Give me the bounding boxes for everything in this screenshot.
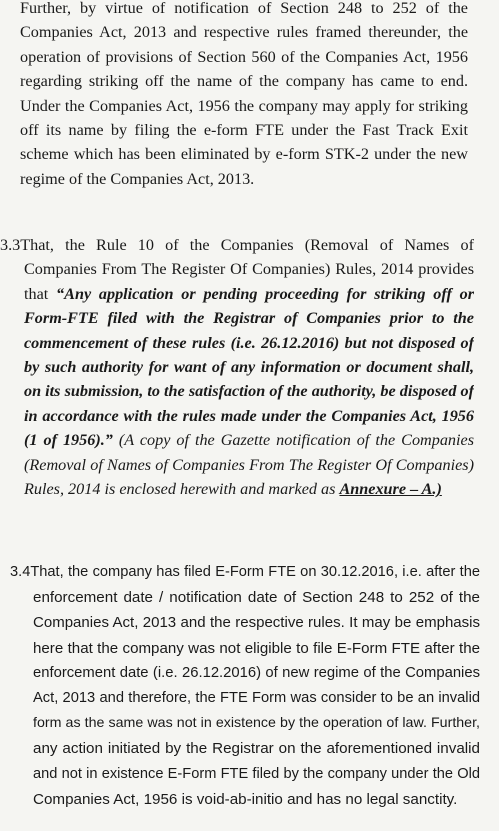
text-line: scheme which has been eliminated by e-form STK-2 under the new: [20, 145, 468, 164]
quoted-rule-line: Form-FTE filed with the Registrar of Companies prior to the: [24, 309, 474, 328]
text-line: [10, 560, 480, 585]
text-line: Companies Act, 2013 and respective rules framed thereunder, the: [20, 23, 468, 42]
text-line: (Removal of Names of Companies From The Register Of Companies): [24, 455, 474, 474]
text-line: form as the same was not in existence by the operation of law. Further,: [33, 715, 480, 732]
text-segment: That, the company has filed E-Form FTE on 30.12.2016, i.e. after the: [30, 564, 480, 580]
text-line: operation of provisions of Section 560 of the Companies Act, 1956: [20, 47, 468, 66]
text-segment: That, the Rule 10 of the Companies (Removal of Names of: [20, 236, 474, 254]
annexure-reference: Annexure – A.): [339, 480, 442, 499]
text-line: Companies Act, 2013 and the respective rules. It may be emphasis: [33, 614, 480, 632]
quoted-rule-line: on its submission, to the satisfaction of the authority, be disposed of: [24, 382, 474, 401]
text-line: enforcement date (i.e. 26.12.2016) of new regime of the Companies: [33, 664, 480, 681]
text-segment: (A copy of the Gazette notification of the Companies: [112, 431, 474, 450]
text-line: regime of the Companies Act, 2013.: [20, 169, 255, 188]
paragraph-number: 3.3: [0, 236, 21, 254]
text-line: off its name by filing the e-form FTE under the Fast Track Exit: [20, 121, 468, 140]
paragraph-fast-track-exit: [20, 0, 468, 191]
quoted-rule-text: “Any application or pending proceeding for striking off or: [56, 284, 474, 303]
text-segment: Rules, 2014 is enclosed herewith and marked as: [24, 480, 340, 499]
text-line: [0, 477, 474, 501]
quoted-rule-line: in accordance with the rules made under the Companies Act, 1956: [24, 406, 474, 425]
quoted-rule-line: by such authority for want of any information or document shall,: [24, 358, 474, 377]
quoted-rule-text: (1 of 1956).”: [24, 431, 113, 450]
text-line: Under the Companies Act, 1956 the company may apply for striking: [20, 96, 468, 115]
quoted-rule-line: commencement of these rules (i.e. 26.12.2016) but not disposed of: [24, 333, 474, 352]
text-line: [0, 282, 474, 306]
text-segment: that: [24, 284, 57, 303]
paragraph-3-4-e-form-fte: [10, 560, 480, 812]
paragraph-number: 3.4: [10, 564, 31, 580]
text-line: any action initiated by the Registrar on the aforementioned invalid: [33, 740, 480, 758]
text-line: Act, 2013 and therefore, the FTE Form was consider to be an invalid: [33, 690, 480, 707]
text-line: Companies Act, 1956 is void-ab-initio and has no legal sanctity.: [33, 790, 458, 808]
text-line: [0, 233, 474, 257]
text-line: here that the company was not eligible to file E-Form FTE after the: [33, 639, 480, 657]
text-line: regarding striking off the name of the company has came to end.: [20, 72, 468, 91]
text-line: [0, 428, 474, 452]
text-line: enforcement date / notification date of Section 248 to 252 of the: [33, 589, 480, 607]
text-line: and not in existence E-Form FTE filed by the company under the Old: [33, 765, 480, 782]
text-line: Further, by virtue of notification of Section 248 to 252 of the: [20, 0, 468, 17]
paragraph-3-3-rule-10: [0, 233, 474, 501]
text-line: Companies From The Register Of Companies) Rules, 2014 provides: [24, 260, 474, 279]
